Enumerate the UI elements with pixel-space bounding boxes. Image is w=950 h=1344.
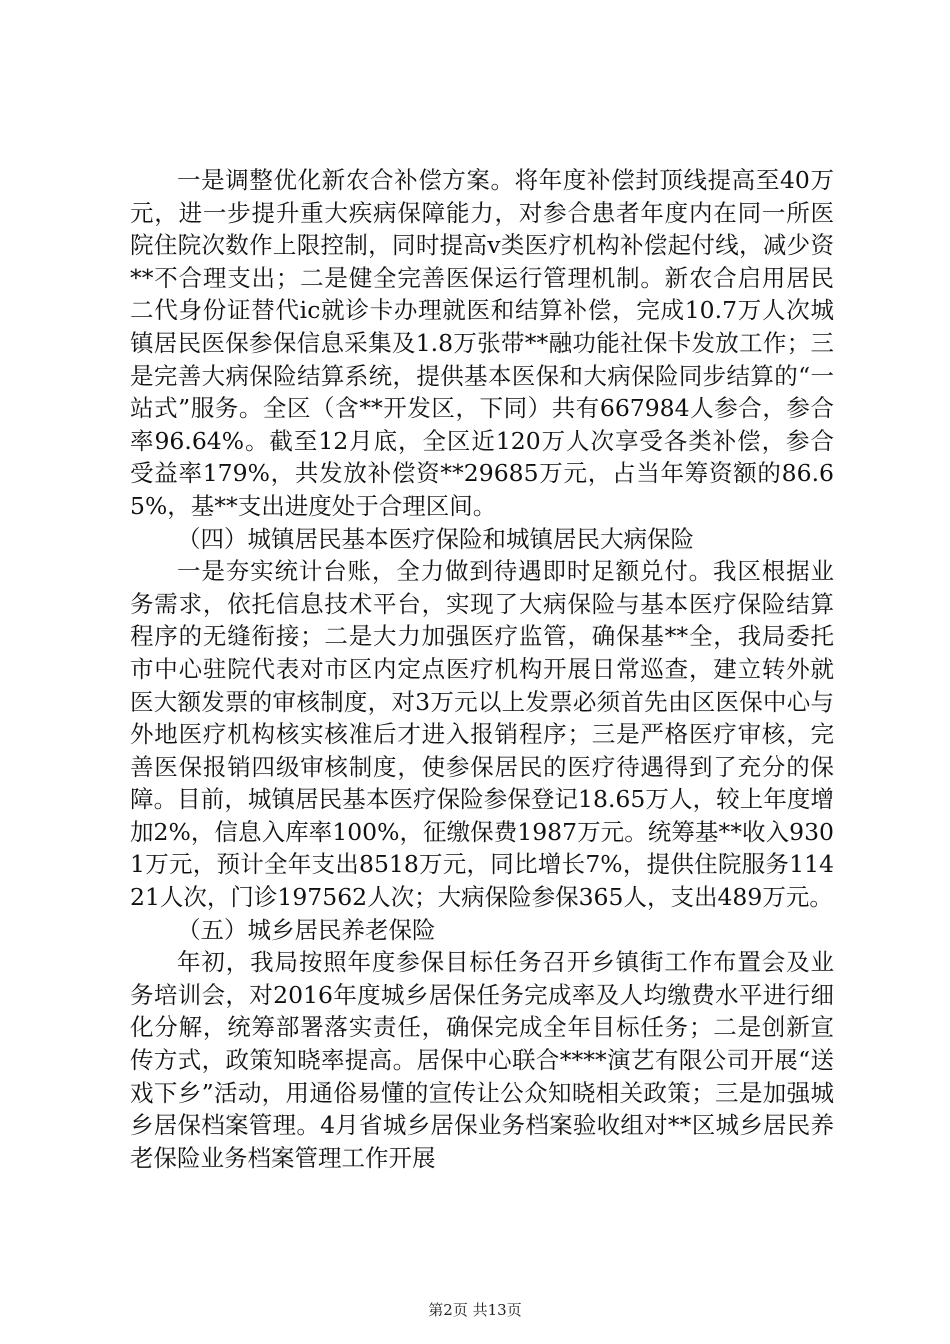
section-heading-urban-medical-insurance: （四）城镇居民基本医疗保险和城镇居民大病保险 — [177, 524, 694, 553]
document-body — [130, 164, 834, 1174]
section-heading-pension-insurance: （五）城乡居民养老保险 — [177, 915, 436, 944]
paragraph-urban-medical-insurance: 一是夯实统计台账，全力做到待遇即时足额兑付。我区根据业务需求，依托信息技术平台，实现了大病保险与基本医疗保险结算程序的无缝衔接；二是大力加强医疗监管，确保基**全，我局委托市中心驻院代表对市区内定点医疗机构开展日常巡查，建立转外就医大额发票的审核制度，对3万元以上发票必须首先由区医保中心与外地医疗机构核实核准后才进入报销程序；三是严格医疗审核，完善医保报销四级审核制度，使参保居民的医疗待遇得到了充分的保障。目前，城镇居民基本医疗保险参保登记18.65万人，较上年度增加2%，信息入库率100%，征缴保费1987万元。统筹基**收入9301万元，预计全年支出8518万元，同比增长7%，提供住院服务11421人次，门诊197562人次；大病保险参保365人，支出489万元。 — [130, 557, 834, 912]
page-number-footer: 第2页 共13页 — [428, 1301, 522, 1319]
paragraph-ncms-compensation: 一是调整优化新农合补偿方案。将年度补偿封顶线提高至40万元，进一步提升重大疾病保障能力，对参合患者年度内在同一所医院住院次数作上限控制，同时提高ⅴ类医疗机构补偿起付线，减少资**不合理支出；二是健全完善医保运行管理机制。新农合启用居民二代身份证替代ic就诊卡办理就医和结算补偿，完成10.7万人次城镇居民医保参保信息采集及1.8万张带**融功能社保卡发放工作；三是完善大病保险结算系统，提供基本医保和大病保险同步结算的“一站式”服务。全区（含**开发区，下同）共有667984人参合，参合率96.64%。截至12月底，全区近120万人次享受各类补偿，参合受益率179%，共发放补偿资**29685万元，占当年筹资额的86.65%，基**支出进度处于合理区间。 — [130, 166, 834, 520]
paragraph-pension-insurance: 年初，我局按照年度参保目标任务召开乡镇街工作布置会及业务培训会，对2016年度城乡居保任务完成率及人均缴费水平进行细化分解，统筹部署落实责任，确保完成全年目标任务；二是创新宣传方式，政策知晓率提高。居保中心联合****演艺有限公司开展“送戏下乡”活动，用通俗易懂的宣传让公众知晓相关政策；三是加强城乡居保档案管理。4月省城乡居保业务档案验收组对**区城乡居民养老保险业务档案管理工作开展 — [130, 948, 834, 1172]
